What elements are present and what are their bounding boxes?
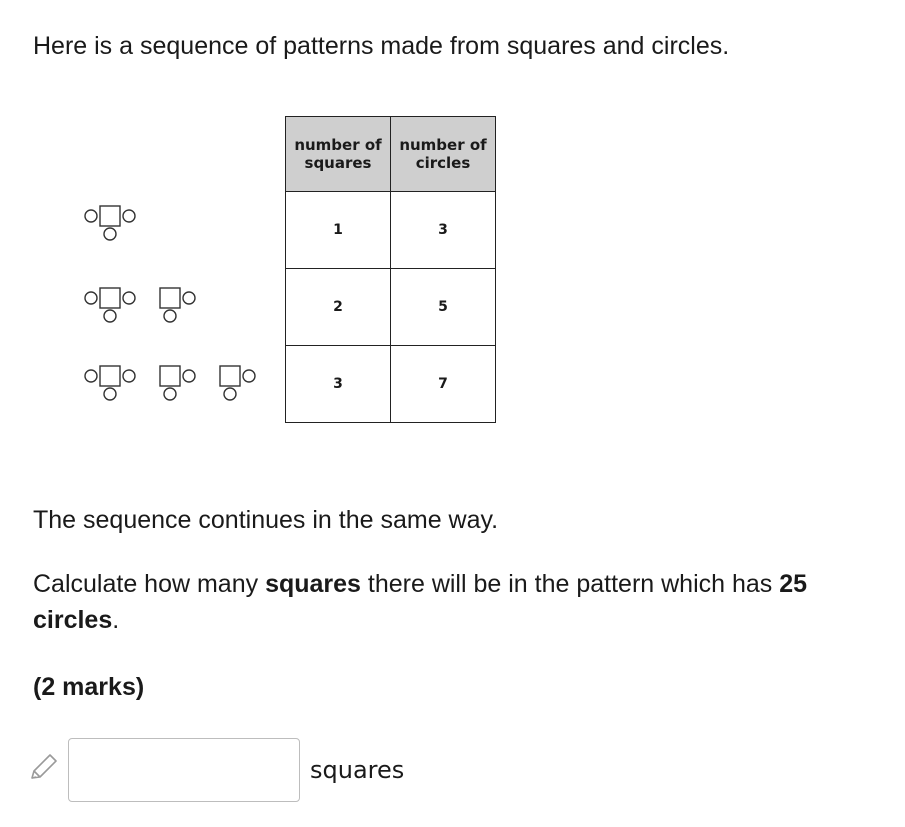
cell-circles: 3 <box>391 192 496 269</box>
calc-suffix: . <box>112 606 120 634</box>
answer-input[interactable] <box>68 738 300 802</box>
square-shape <box>100 366 120 386</box>
table-row <box>286 192 496 269</box>
calculate-text <box>33 566 893 638</box>
circle-shape <box>85 370 97 382</box>
cell-squares: 1 <box>286 192 391 269</box>
calc-bold-circles: 25 circles <box>33 570 808 634</box>
circle-shape <box>104 388 116 400</box>
square-shape <box>100 288 120 308</box>
square-shape <box>100 206 120 226</box>
calc-bold-squares: squares <box>265 570 361 598</box>
header-circles: number of circles <box>391 117 496 192</box>
square-shape <box>160 288 180 308</box>
table-row <box>286 346 496 423</box>
sequence-table <box>285 116 496 423</box>
intro-text: Here is a sequence of patterns made from squares and circles. <box>33 32 730 60</box>
circle-shape <box>224 388 236 400</box>
header-squares: number of squares <box>286 117 391 192</box>
pattern-2-figure <box>82 280 222 342</box>
pattern-1 <box>82 198 162 260</box>
circle-shape <box>104 310 116 322</box>
circle-shape <box>123 210 135 222</box>
cell-circles: 7 <box>391 346 496 423</box>
pattern-3 <box>82 358 282 420</box>
circle-shape <box>183 292 195 304</box>
pattern-2 <box>82 280 222 342</box>
circle-shape <box>243 370 255 382</box>
answer-unit-label: squares <box>310 756 405 784</box>
circle-shape <box>85 292 97 304</box>
square-shape <box>160 366 180 386</box>
pattern-1-figure <box>82 198 162 260</box>
cell-circles: 5 <box>391 269 496 346</box>
continues-text: The sequence continues in the same way. <box>33 506 499 534</box>
circle-shape <box>183 370 195 382</box>
pattern-3-figure <box>82 358 282 420</box>
circle-shape <box>164 388 176 400</box>
cell-squares: 2 <box>286 269 391 346</box>
circle-shape <box>85 210 97 222</box>
pencil-icon <box>28 752 62 787</box>
circle-shape <box>164 310 176 322</box>
table-row <box>286 269 496 346</box>
circle-shape <box>123 370 135 382</box>
cell-squares: 3 <box>286 346 391 423</box>
calc-middle: there will be in the pattern which has <box>360 570 780 598</box>
circle-shape <box>104 228 116 240</box>
marks-text: (2 marks) <box>33 673 145 701</box>
circle-shape <box>123 292 135 304</box>
calc-prefix: Calculate how many <box>33 570 266 598</box>
square-shape <box>220 366 240 386</box>
